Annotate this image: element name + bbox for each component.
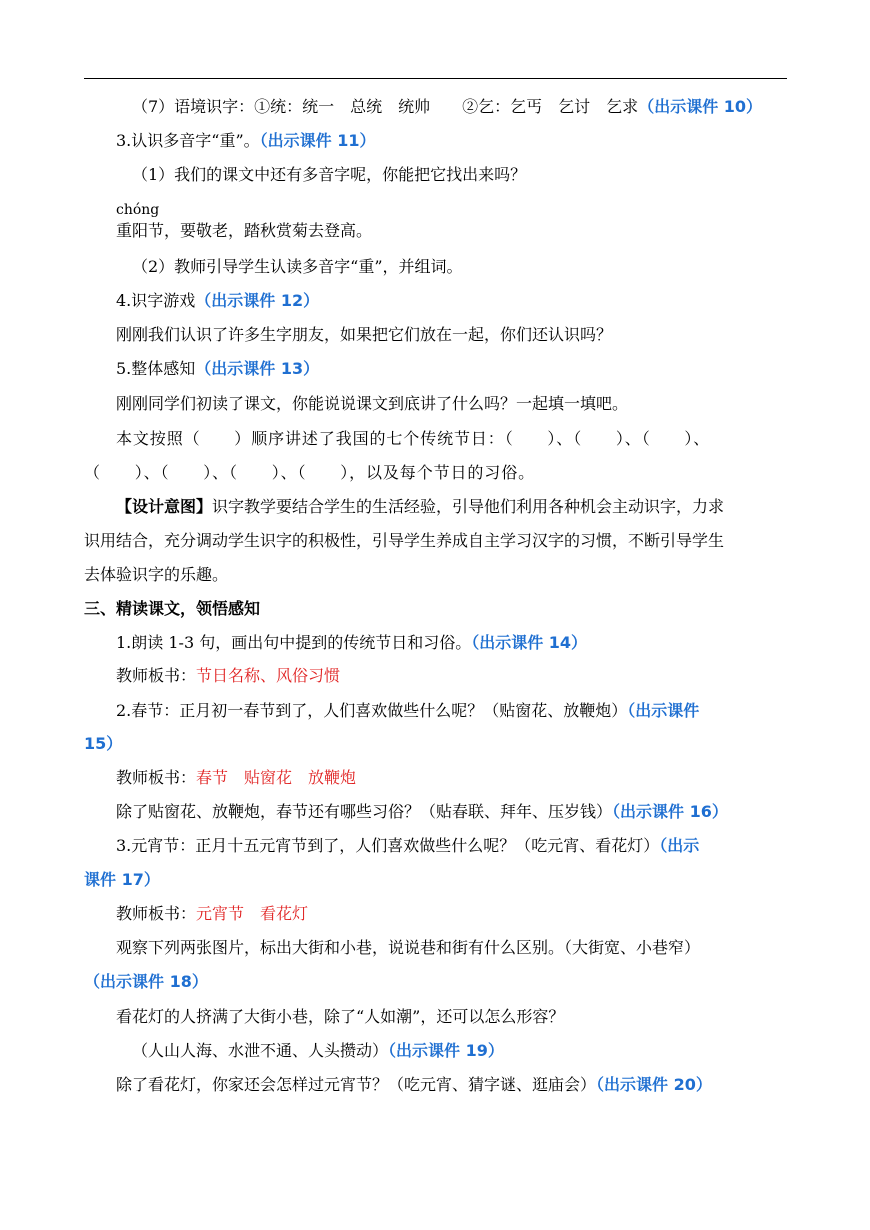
pinyin-annotation [116, 199, 159, 221]
board-writing [116, 767, 356, 789]
text-line [116, 393, 628, 415]
text-run: 2.春节：正月初一春节到了，人们喜欢做些什么呢？（贴窗花、放鞭炮） [116, 701, 628, 720]
text-line [132, 96, 762, 118]
courseware-ref: （出示课件 11） [259, 131, 376, 150]
board-text: 元宵节 看花灯 [196, 904, 309, 923]
fill-blank-line [116, 428, 710, 450]
courseware-ref: （出示 [659, 836, 700, 855]
text-run: 3.元宵节：正月十五元宵节到了，人们喜欢做些什么呢？（吃元宵、看花灯） [116, 836, 660, 855]
design-intent [116, 496, 724, 518]
text-line [116, 324, 612, 346]
courseware-ref: （出示课件 19） [388, 1041, 504, 1060]
board-writing [116, 665, 340, 687]
text-line [84, 733, 122, 755]
text-run: 1.朗读 1-3 句，画出句中提到的传统节日和习俗。 [116, 633, 472, 652]
text-run: 3.认识多音字“重”。 [116, 131, 260, 150]
text-run: 教师板书： [116, 666, 197, 685]
board-text: 节日名称、风俗习惯 [196, 666, 341, 685]
text-run: 刚刚同学们初读了课文，你能说说课文到底讲了什么吗？一起填一填吧。 [116, 394, 629, 413]
fill-blank-line [84, 462, 535, 484]
text-run: 本文按照（ ）顺序讲述了我国的七个传统节日：（ ）、（ ）、（ ）、 [116, 429, 711, 448]
text-run: 去体验识字的乐趣。 [84, 565, 229, 584]
section-heading [116, 358, 319, 380]
design-intent-label: 【设计意图】 [116, 497, 213, 516]
text-line [84, 530, 724, 552]
text-run: 除了贴窗花、放鞭炮，春节还有哪些习俗？（贴春联、拜年、压岁钱） [116, 802, 613, 821]
courseware-ref: （出示课件 20） [596, 1075, 712, 1094]
text-run: （2）教师引导学生认读多音字“重”，并组词。 [132, 257, 463, 276]
text-line [116, 1074, 712, 1096]
courseware-ref: （出示课件 18） [84, 972, 208, 991]
courseware-ref: （出示课件 [627, 701, 700, 720]
header-rule [84, 78, 787, 79]
text-run: 重阳节，要敬老，踏秋赏菊去登高。 [116, 221, 373, 240]
text-run: 4.识字游戏 [116, 291, 196, 310]
text-line [116, 220, 372, 242]
text-line [116, 937, 700, 959]
text-run: 观察下列两张图片，标出大街和小巷，说说巷和街有什么区别。（大街宽、小巷窄） [116, 938, 701, 957]
text-line [84, 564, 228, 586]
chapter-heading [84, 598, 260, 620]
text-line [116, 700, 699, 722]
courseware-ref: 15） [84, 734, 123, 753]
text-line [116, 835, 699, 857]
text-run: （ ）、（ ）、（ ）、（ ），以及每个节日的习俗。 [84, 463, 536, 482]
text-run: 5.整体感知 [116, 359, 196, 378]
section-heading [116, 130, 375, 152]
courseware-ref: （出示课件 12） [195, 291, 320, 310]
text-run: 教师板书： [116, 904, 197, 923]
text-line [116, 632, 587, 654]
section-heading [116, 290, 319, 312]
text-line [116, 801, 728, 823]
text-line [84, 869, 160, 891]
text-run: （人山人海、水泄不通、人头攒动） [132, 1041, 389, 1060]
text-line [116, 1006, 564, 1028]
board-writing [116, 903, 308, 925]
text-line [132, 256, 463, 278]
text-run: 除了看花灯，你家还会怎样过元宵节？（吃元宵、猜字谜、逛庙会） [116, 1075, 597, 1094]
text-run: （1）我们的课文中还有多音字呢，你能把它找出来吗？ [132, 165, 527, 184]
text-run: 教师板书： [116, 768, 197, 787]
courseware-ref: 课件 17） [84, 870, 160, 889]
courseware-ref: （出示课件 13） [195, 359, 320, 378]
text-run: 刚刚我们认识了许多生字朋友，如果把它们放在一起，你们还认识吗？ [116, 325, 613, 344]
text-line [84, 971, 208, 993]
text-line [132, 1040, 504, 1062]
courseware-ref: （出示课件 10） [638, 97, 763, 116]
text-run: 三、精读课文，领悟感知 [84, 599, 261, 618]
text-run: 看花灯的人挤满了大街小巷，除了“人如潮”，还可以怎么形容？ [116, 1007, 565, 1026]
courseware-ref: （出示课件 14） [471, 633, 588, 652]
text-run: （7）语境识字：①统：统一 总统 统帅 ②乞：乞丐 乞讨 乞求 [132, 97, 639, 116]
text-run: 识用结合，充分调动学生识字的积极性，引导学生养成自主学习汉字的习惯，不断引导学生 [84, 531, 725, 550]
text-line [132, 164, 526, 186]
text-run: 识字教学要结合学生的生活经验，引导他们利用各种机会主动识字，力求 [212, 497, 725, 516]
board-text: 春节 贴窗花 放鞭炮 [196, 768, 357, 787]
text-run: chóng [116, 202, 160, 218]
courseware-ref: （出示课件 16） [612, 802, 728, 821]
